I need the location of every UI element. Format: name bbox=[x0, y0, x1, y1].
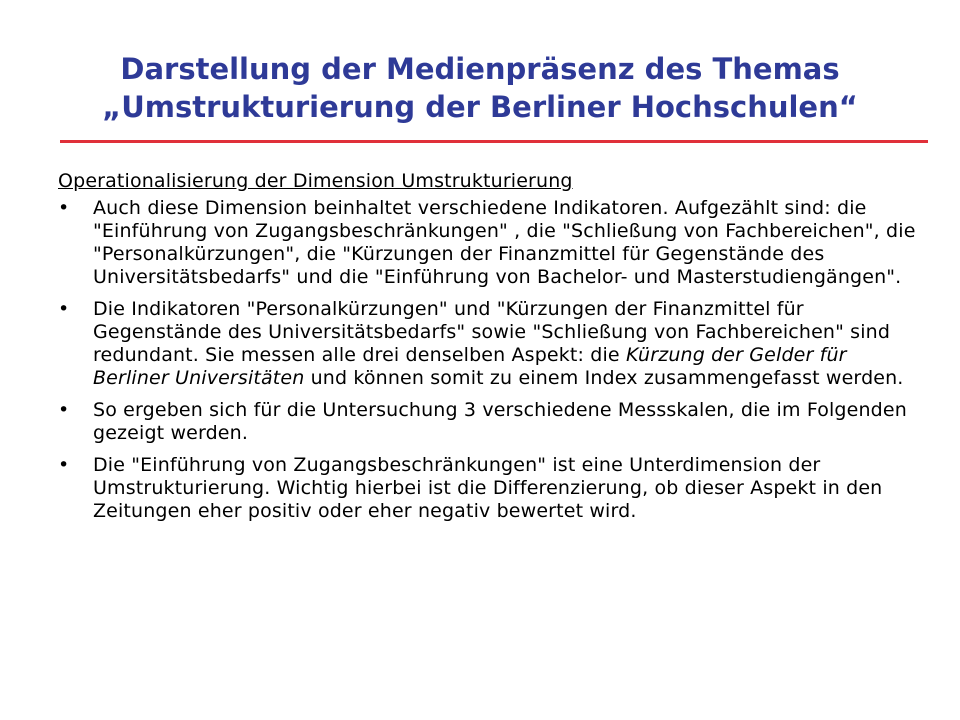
bullet-text-1: Auch diese Dimension beinhaltet verschiedene Indikatoren. Aufgezählt sind: die "Einführung von Zugangsbeschränkungen" , die "Schließung von Fachbereichen", die "Personalkürzungen", die "Kürzungen der Finanzmittel für Gegenstände des Universitätsbedarfs" und die "Einführung von Bachelor- und Masterstudiengängen". bbox=[93, 197, 916, 288]
bullet-icon: • bbox=[58, 298, 70, 320]
slide-title-line-1: Darstellung der Medienpräsenz des Themas bbox=[120, 52, 840, 86]
bullet-item-2 bbox=[58, 298, 918, 390]
section-subheading: Operationalisierung der Dimension Umstrukturierung bbox=[58, 170, 573, 192]
bullet-text-3: So ergeben sich für die Untersuchung 3 verschiedene Messskalen, die im Folgenden gezeigt werden. bbox=[93, 399, 907, 444]
slide-title-line-2: „Umstrukturierung der Berliner Hochschulen“ bbox=[102, 90, 858, 124]
bullet-item-3 bbox=[58, 399, 918, 445]
bullet-text-2-after: und können somit zu einem Index zusammengefasst werden. bbox=[304, 367, 904, 389]
bullet-item-1 bbox=[58, 197, 918, 289]
bullet-text-2 bbox=[93, 298, 904, 389]
slide-body bbox=[58, 170, 918, 532]
title-divider bbox=[60, 140, 928, 143]
bullet-item-4 bbox=[58, 454, 918, 523]
bullet-text-2-before: Die Indikatoren "Personalkürzungen" und "Kürzungen der Finanzmittel für Gegenstände des Universitätsbedarfs" sowie "Schließung von Fachbereichen" sind redundant. Sie messen alle drei denselben Aspekt: die bbox=[93, 298, 891, 366]
slide-title bbox=[40, 50, 920, 126]
bullet-text-2-emphasis: Kürzung der Gelder für Berliner Universitäten bbox=[93, 344, 847, 389]
bullet-text-4: Die "Einführung von Zugangsbeschränkungen" ist eine Unterdimension der Umstrukturierung. Wichtig hierbei ist die Differenzierung, ob dieser Aspekt in den Zeitungen eher positiv oder eher negativ bewertet wird. bbox=[93, 454, 883, 522]
bullet-list bbox=[58, 197, 918, 523]
bullet-icon: • bbox=[58, 454, 70, 476]
bullet-icon: • bbox=[58, 399, 70, 421]
bullet-icon: • bbox=[58, 197, 70, 219]
